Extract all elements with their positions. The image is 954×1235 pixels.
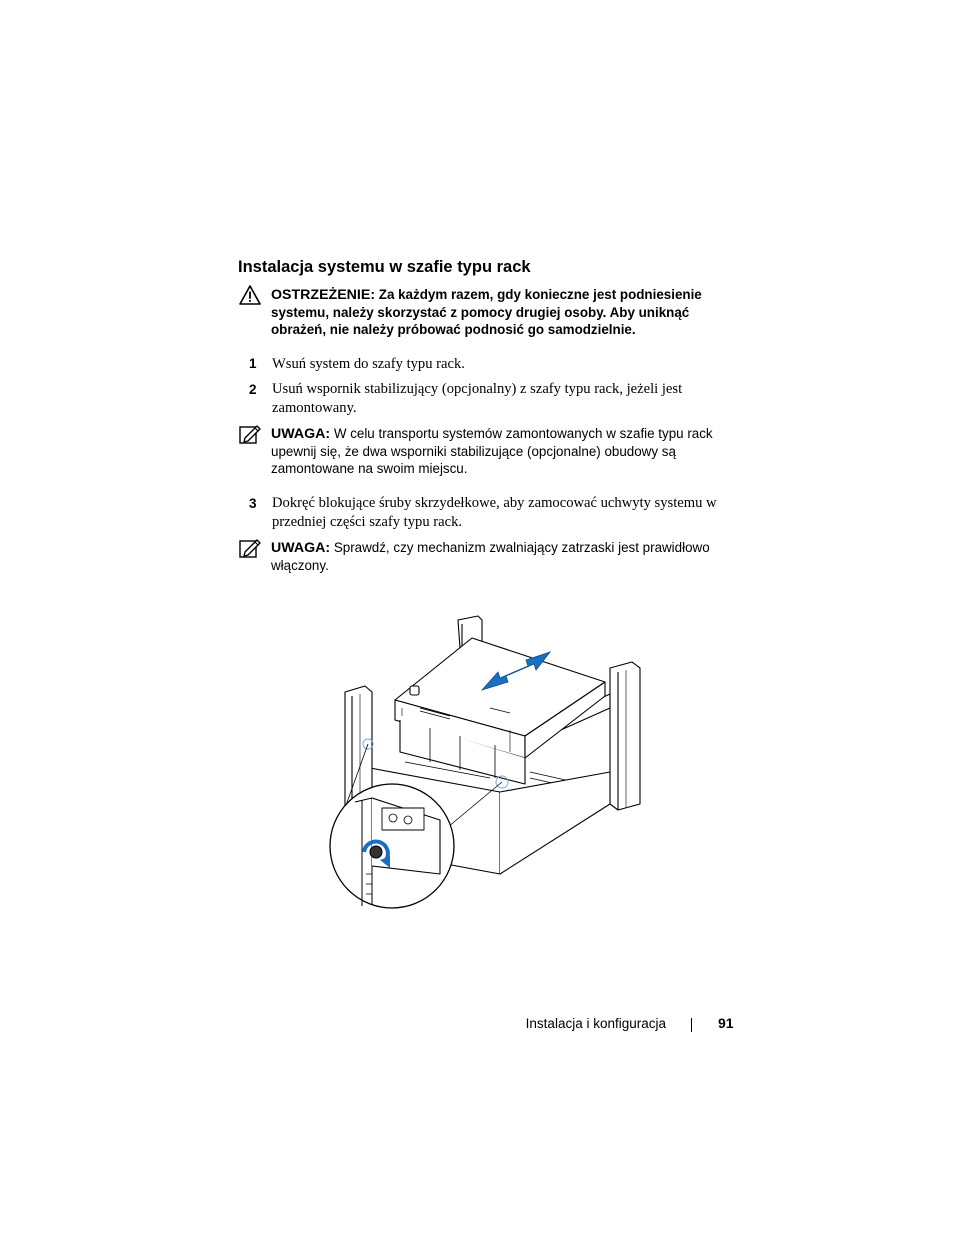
page-number: 91 [718,1015,734,1031]
step-text: Usuń wspornik stabilizujący (opcjonalny) z szafy typu rack, jeżeli jest zamontowany. [272,381,683,416]
note-label: UWAGA: [271,540,331,556]
rack-post-right [610,662,640,810]
warning-triangle-icon [239,285,261,310]
warning-label: OSTRZEŻENIE: [271,287,376,303]
step-number: 1 [249,356,257,371]
note-text: Sprawdź, czy mechanizm zwalniający zatrzaski jest prawidłowo włączony. [271,540,710,574]
note-block [271,425,741,478]
section-title: Instalacja systemu w szafie typu rack [238,258,531,276]
footer-separator [691,1018,692,1032]
note-block [271,539,741,574]
warning-text: Za każdym razem, gdy konieczne jest podniesienie systemu, należy skorzystać z pomocy drugiej osoby. Aby uniknąć obrażeń, nie należy próbować podnosić go samodzielnie. [271,287,702,338]
note-label: UWAGA: [271,426,331,442]
slide-direction-arrow-icon [480,646,552,696]
footer-chapter: Instalacja i konfiguracja [525,1016,666,1031]
note-text: W celu transportu systemów zamontowanych w szafie typu rack upewnij się, że dwa wsporniki stabilizujące (opcjonalne) obudowy są zamontowane na swoim miejscu. [271,426,713,477]
step-text: Dokręć blokujące śruby skrzydełkowe, aby zamocować uchwyty systemu w przedniej części szafy typu rack. [272,495,717,530]
note-pencil-icon [239,537,261,564]
warning-block [271,286,741,339]
step-text: Wsuń system do szafy typu rack. [272,356,465,372]
rack-installation-illustration [310,612,650,917]
step-number: 3 [249,496,257,511]
step-number: 2 [249,382,257,397]
note-pencil-icon [239,423,261,450]
rotate-clockwise-arrow-icon [356,832,396,872]
